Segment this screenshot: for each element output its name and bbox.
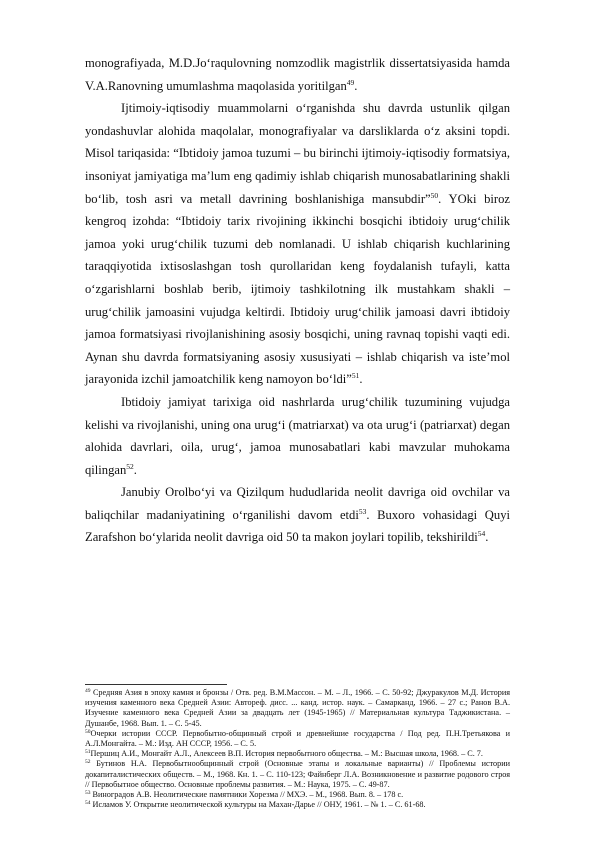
- footnote-ref-50[interactable]: 50: [430, 190, 439, 200]
- paragraph-4: Janubiy Orolbo‘yi va Qizilqum hududlarida neolit davriga oid ovchilar va baliqchilar madaniyatining o‘rganilishi davom etdi$^{53}$. Buxoro vohasidagi Quyi Zarafshon bo‘ylarida neolit davriga oid 50 ta makon joylari topilib, tekshirildi$^{54}$.: [85, 485, 510, 545]
- paragraph-2: Ijtimoiy-iqtisodiy muammolarni o‘rganishda shu davrda ustunlik qilgan yondashuvlar alohida maqolalar, monografiyalar va darsliklarda o‘z aksini topdi. Misol tariqasida: “Ibtidoiy jamoa tuzumi – bu birinchi ijtimoiy-iqtisodiy formatsiya, insoniyat jamiyatiga ma’lum eng qadimiy ishlab chiqarish munosabatlarining shakli bo‘lib, tosh asri va metall davrining boshlanishiga mansubdir”$^{50}$. YOki biroz kengroq izohda: “Ibtidoiy tarix rivojining ikkinchi bosqichi ibtidoiy urug‘chilik jamoa yoki urug‘chilik tuzumi deb nomlanadi. U ishlab chiqarish kuchlarining taraqqiyotida ixtisoslashgan tosh qurollaridan keng foydalanish tufayli, katta o‘zgarishlarni boshlab berib, ijtimoiy tashkilotning ilk mustahkam shakli – urug‘chilik jamoasini vujudga keltirdi. Ibtidoiy urug‘chilik jamoasi davri ibtidoiy jamoa formatsiyasi rivojlanishining asosiy bosqichi, uning ravnaq topishi vaqti edi. Aynan shu davrda formatsiyaning asosiy xususiyati – ishlab chiqarish va iste’mol jarayonida izchil jamoatchilik keng namoyon bo‘ldi”$^{51}$.: [85, 101, 510, 387]
- footnote-54: $^{54}$ Исламов У. Открытие неолитической культуры на Махан-Дарье // ОНУ, 1961. – № 1. – С. 61-68.: [85, 800, 426, 810]
- footnote-51: $^{51}$Першиц А.И., Монгайт А.Л., Алексеев В.П. История первобытного общества. – М.: Высшая школа, 1968. – С. 7.: [85, 749, 483, 759]
- footnote-ref-52[interactable]: 52: [126, 461, 134, 471]
- paragraph-3: Ibtidoiy jamiyat tarixiga oid nashrlarda urug‘chilik tuzumining vujudga kelishi va rivojlanishi, uning ona urug‘i (matriarxat) va ota urug‘i (patriarxat) degan alohida davrlari, oila, urug‘, jamoa munosabatlari kabi mavzular muhokama qilingan$^{52}$.: [85, 394, 510, 477]
- footnote-divider: [85, 684, 227, 685]
- footnote-ref-51[interactable]: 51: [351, 371, 360, 381]
- footnote-ref-54[interactable]: 54: [477, 529, 486, 539]
- paragraph-1: monografiyada, M.D.Jo‘raqulovning nomzodlik magistrlik dissertatsiyasida hamda V.A.Ranovning umumlashma maqolasida yoritilgan$^{49}$.: [85, 56, 510, 93]
- footnote-50: $^{50}$Очерки истории СССР. Первобытно-общинный строй и древнейшие государства / Под ред. П.Н.Третьякова и А.Л.Монгайта. – М.: Изд. АН СССР, 1956. – С. 5.: [85, 728, 510, 749]
- footnote-53: $^{53}$ Виноградов А.В. Неолитические памятники Хорезма // МХЭ. – М., 1968. Вып. 8. – 178 с.: [85, 790, 404, 800]
- footnote-52: $^{52}$ Бутинов Н.А. Первобытнообщинный строй (Основные этапы и локальные варианты) // Проблемы истории докапиталистических обществ. – М., 1968. Кн. 1. – С. 110-123; Файнберг Л.А. Возникновение и развитие родового строя // Первобытное общество. Основные проблемы развития. – М.: Наука, 1975. – С. 49-87.: [85, 759, 510, 789]
- footnote-ref-49[interactable]: 49: [346, 77, 355, 87]
- footnote-49: $^{49}$ Средняя Азия в эпоху камня и бронзы / Отв. ред. В.М.Массон. – М. – Л., 1966. – С. 50-92; Джуракулов М.Д. История изучения каменного века Средней Азии: Автореф. дисс. ... канд. истор. наук. – Самарканд, 1966. – 27 с.; Ранов В.А. Изучение каменного века Средней Азии за двадцать лет (1945-1965) // Материальная культура Таджикистана. – Душанбе, 1968. Вып. 1. – С. 5-45.: [85, 688, 510, 728]
- body-text: [85, 52, 510, 549]
- footnote-ref-53[interactable]: 53: [358, 506, 367, 516]
- footnotes: [85, 688, 510, 810]
